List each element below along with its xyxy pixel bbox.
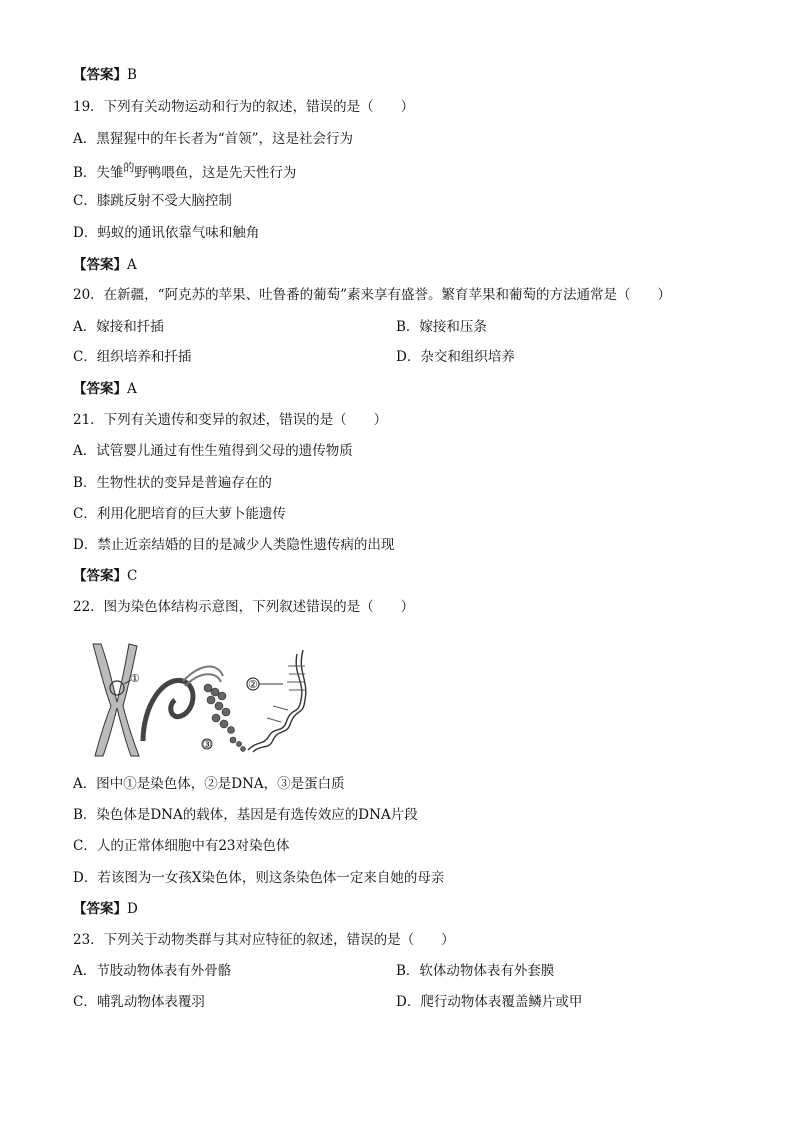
q23-option-b: B．软体动物体表有外套膜 — [396, 963, 555, 979]
q20-option-d: D．杂交和组织培养 — [396, 349, 515, 365]
chromatin-coil — [143, 680, 193, 741]
q21-option-b: B．生物性状的变异是普遍存在的 — [73, 475, 272, 491]
answer-letter: B — [127, 67, 137, 83]
q22-option-d: D．若该图为一女孩X染色体，则这条染色体一定来自她的母亲 — [73, 870, 445, 886]
q22-option-c: C．人的正常体细胞中有23对染色体 — [73, 838, 290, 854]
answer-letter: A — [127, 257, 137, 273]
q21-option-d: D．禁止近亲结婚的目的是减少人类隐性遗传病的出现 — [73, 537, 395, 553]
q19-option-a: A．黑猩猩中的年长者为“首领”，这是社会行为 — [73, 131, 354, 147]
question-23-stem: 23．下列关于动物类群与其对应特征的叙述，错误的是（ ） — [73, 932, 455, 948]
answer-21 — [73, 567, 137, 585]
q22-option-b: B．染色体是DNA的载体，基因是有选传效应的DNA片段 — [73, 807, 418, 823]
q19-option-b-rest: 野鸭喂鱼，这是先天性行为 — [134, 165, 297, 181]
q19-option-c: C．膝跳反射不受大脑控制 — [73, 193, 232, 209]
answer-letter: C — [127, 568, 138, 584]
figure-label-3: ③ — [202, 738, 212, 751]
chromosome-x-shape — [93, 644, 139, 756]
answer-label: 【答案】 — [73, 67, 127, 83]
answer-letter: D — [127, 901, 138, 917]
question-21-stem: 21．下列有关遗传和变异的叙述，错误的是（ ） — [73, 412, 388, 428]
q20-option-a: A．嫁接和扦插 — [73, 319, 164, 335]
q23-option-c: C．哺乳动物体表覆羽 — [73, 994, 205, 1010]
dna-double-helix — [248, 650, 306, 752]
answer-18 — [73, 66, 137, 84]
answer-letter: A — [127, 381, 137, 397]
answer-label: 【答案】 — [73, 901, 127, 917]
question-19-stem: 19．下列有关动物运动和行为的叙述，错误的是（ ） — [73, 99, 415, 115]
q19-option-b-sup: 的 — [123, 161, 135, 174]
q22-option-a: A．图中①是染色体，②是DNA，③是蛋白质 — [73, 776, 345, 792]
answer-20 — [73, 380, 137, 398]
answer-label: 【答案】 — [73, 381, 127, 397]
q20-option-b: B．嫁接和压条 — [396, 319, 487, 335]
answer-22 — [73, 900, 138, 918]
question-22-stem: 22．图为染色体结构示意图，下列叙述错误的是（ ） — [73, 599, 415, 615]
q23-option-a: A．节肢动物体表有外骨骼 — [73, 963, 232, 979]
chromosome-structure-figure — [83, 636, 323, 760]
figure-label-2: ② — [248, 678, 258, 691]
q21-option-a: A．试管婴儿通过有性生殖得到父母的遗传物质 — [73, 443, 353, 459]
q21-option-c: C．利用化肥培育的巨大萝卜能遗传 — [73, 506, 286, 522]
figure-label-1: ① — [130, 672, 140, 685]
q19-option-d: D．蚂蚁的通讯依靠气味和触角 — [73, 225, 260, 241]
q19-option-b-start: B．失雏 — [73, 165, 124, 181]
question-20-stem: 20．在新疆，“阿克苏的苹果、吐鲁番的葡萄”素来享有盛誉。繁育苹果和葡萄的方法通常是（ ） — [73, 287, 671, 303]
answer-label: 【答案】 — [73, 568, 127, 584]
q19-option-b — [73, 161, 297, 183]
answer-19 — [73, 256, 137, 274]
answer-label: 【答案】 — [73, 257, 127, 273]
q23-option-d: D．爬行动物体表覆盖鳞片或甲 — [396, 994, 583, 1010]
q20-option-c: C．组织培养和扦插 — [73, 349, 192, 365]
